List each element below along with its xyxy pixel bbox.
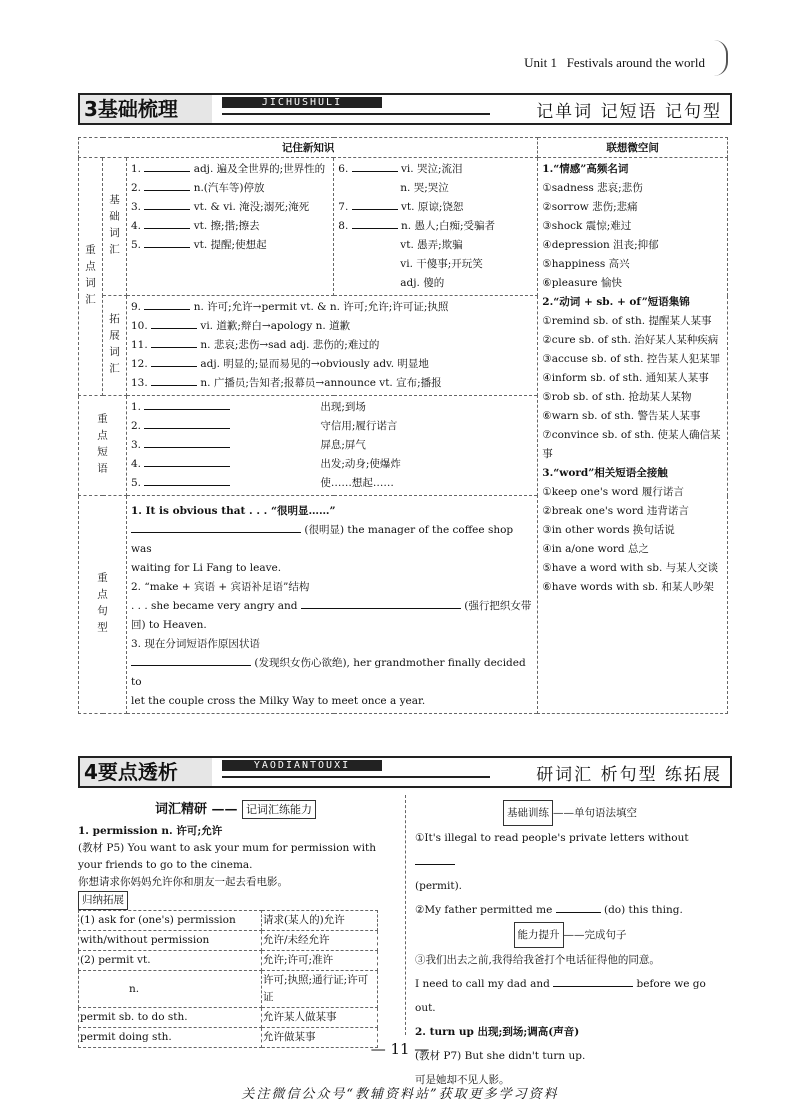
extended-words <box>127 296 538 396</box>
word-item: 10. vi. 道歉;辩白→apology n. 道歉 <box>131 320 351 332</box>
section3-title: 3基础梳理 <box>80 95 212 123</box>
answer-blank[interactable] <box>144 456 230 467</box>
answer-blank[interactable] <box>144 199 190 210</box>
word-item: adj. 傻的 <box>400 277 445 289</box>
ability-label: 能力提升 <box>514 922 564 948</box>
word-item: 8. n. 愚人;白痴;受骗者 <box>338 220 496 232</box>
section4-subtitle: 研词汇 析句型 练拓展 <box>536 765 722 785</box>
section3-banner <box>78 93 732 125</box>
key-phrases <box>127 396 538 496</box>
answer-blank[interactable] <box>144 475 230 486</box>
section3-subtitle: 记单词 记短语 记句型 <box>536 102 722 122</box>
group-basic-words: 基础词汇 <box>103 158 127 296</box>
word-item: 1. adj. 遍及全世界的;世界性的 <box>131 163 326 175</box>
col1-heading: 记住新知识 <box>79 138 538 158</box>
answer-blank[interactable] <box>556 902 601 913</box>
answer-blank[interactable] <box>144 418 230 429</box>
question-3-en: I need to call my dad and before we go out. <box>415 978 706 1014</box>
word-item: 6. vi. 哭泣;流泪 <box>338 163 463 175</box>
word-item: 4. vt. 擦;揩;擦去 <box>131 220 260 232</box>
word-item: 7. vt. 原谅;饶恕 <box>338 201 464 213</box>
summary-label: 归纳拓展 <box>78 891 128 910</box>
phrase-item: 2. 守信用;履行诺言 <box>131 420 398 432</box>
answer-blank[interactable] <box>144 437 230 448</box>
answer-blank[interactable] <box>553 976 633 987</box>
word-item: 2. n.(汽车等)停放 <box>131 182 265 194</box>
answer-blank[interactable] <box>151 356 197 367</box>
word-item: 13. n. 广播员;告知者;报幕员→announce vt. 宣布;播报 <box>131 377 442 389</box>
running-header <box>524 55 705 71</box>
vocab-heading: 词汇精研 —— 记词汇练能力 <box>78 800 393 819</box>
section4-pinyin: YAODIANTOUXI <box>222 760 382 771</box>
section4-title: 4要点透析 <box>80 758 212 786</box>
section3-rule <box>222 113 490 115</box>
word-item: n. 哭;哭泣 <box>400 182 449 194</box>
answer-blank[interactable] <box>415 854 455 865</box>
basic-training-label: 基础训练 <box>503 800 553 826</box>
question-1: ①It's illegal to read people's private letters without <box>415 826 725 874</box>
basic-words-right <box>334 158 538 296</box>
question-2: ②My father permitted me (do) this thing. <box>415 904 683 916</box>
answer-blank[interactable] <box>352 218 398 229</box>
answer-blank[interactable] <box>144 218 190 229</box>
example-turn-up: (教材 P7) But she didn't turn up. <box>415 1050 586 1062</box>
answer-blank[interactable] <box>144 237 190 248</box>
answer-blank[interactable] <box>131 522 301 533</box>
answer-blank[interactable] <box>131 655 251 666</box>
answer-blank[interactable] <box>144 180 190 191</box>
item-turn-up: 2. turn up 出现;到场;调高(声音) <box>415 1026 580 1038</box>
group-key-sentences: 重点句型 <box>79 496 127 714</box>
word-item: 11. n. 悲哀;悲伤→sad adj. 悲伤的;难过的 <box>131 339 380 351</box>
left-column <box>78 800 393 1048</box>
page-number: — 11 — <box>370 1040 430 1058</box>
key-sentences: 1. It is obvious that . . . “很明显……” (很明显) the manager of the coffee shop was waiting for Li Fang to leave. 2. “make + 宾语 + 宾语补足语”结构 . . . she became very angry and (强行把织女带 回) to Heaven. 3. 现在分词短语作原因状语 (发现织女伤心欲绝), her grandmother finally decided to let the couple cross the Milky Way to meet once a year. <box>127 496 538 714</box>
basic-words-left <box>127 158 334 296</box>
right-column: 基础训练 ——单句语法填空 ①It's illegal to read people's private letters without (permit). ②My father permitted me (do) this thing. 能力提升 ——完成句子 ③我们出去之前,我得给我爸打个电话征得他的同意。 I need to call my dad and before we go out. 2. turn up 出现;到场;调高(声音) (教材 P7) But she didn't turn up. 可是她却不见人影。 <box>415 800 725 1092</box>
group-key-phrases: 重点短语 <box>79 396 127 496</box>
phrase-item: 3. 屏息;屏气 <box>131 439 366 451</box>
answer-blank[interactable] <box>352 161 398 172</box>
example-permission-cn: 你想请求你妈妈允许你和朋友一起去看电影。 <box>78 876 288 888</box>
word-item: 5. vt. 提醒;使想起 <box>131 239 267 251</box>
header-curve-decoration <box>714 40 728 76</box>
column-divider <box>405 795 406 1035</box>
example-permission: (教材 P5) You want to ask your mum for permission with your friends to go to the cinema. <box>78 842 376 871</box>
section4-banner <box>78 756 732 788</box>
example-turn-up-cn: 可是她却不见人影。 <box>415 1074 510 1086</box>
word-item: 9. n. 许可;允许→permit vt. & n. 许可;允许;许可证;执照 <box>131 301 449 313</box>
item-permission: 1. permission n. 许可;允许 <box>78 825 223 837</box>
answer-blank[interactable] <box>151 318 197 329</box>
knowledge-table <box>78 137 728 714</box>
section4-rule <box>222 776 490 778</box>
word-item: vi. 干傻事;开玩笑 <box>400 258 483 270</box>
phrase-item: 1. 出现;到场 <box>131 401 366 413</box>
word-item: 12. adj. 明显的;显而易见的→obviously adv. 明显地 <box>131 358 429 370</box>
question-3: ③我们出去之前,我得给我爸打个电话征得他的同意。 <box>415 954 660 966</box>
association-panel: 1.“情感”高频名词 ①sadness 悲哀;悲伤 ②sorrow 悲伤;悲痛 ③shock 震惊;难过 ④depression 沮丧;抑郁 ⑤happiness 高兴 ⑥pleasure 愉快 2.“动词 + sb. + of”短语集锦 ①remind sb. of sth. 提醒某人某事 ②cure sb. of sth. 治好某人某种疾病 ③accuse sb. of sth. 控告某人犯某罪 ④inform sb. of sth. 通知某人某事 ⑤rob sb. of sth. 抢劫某人某物 ⑥warn sb. of sth. 警告某人某事 ⑦convince sb. of sth. 使某人确信某事 3.“word”相关短语全接触 ①keep one's word 履行诺言 ②break one's word 违背诺言 ③in other words 换句话说 ④in a/one word 总之 ⑤have a word with sb. 与某人交谈 ⑥have words with sb. 和某人吵架 <box>538 158 728 714</box>
answer-blank[interactable] <box>301 598 461 609</box>
group-extended-words: 拓展词汇 <box>103 296 127 396</box>
phrase-item: 5. 使……想起…… <box>131 477 394 489</box>
word-item: 3. vt. & vi. 淹没;溺死;淹死 <box>131 201 310 213</box>
phrase-item: 4. 出发;动身;使爆炸 <box>131 458 401 470</box>
answer-blank[interactable] <box>144 399 230 410</box>
unit-title: Festivals around the world <box>566 55 705 70</box>
word-item: vt. 愚弄;欺骗 <box>400 239 463 251</box>
footer-note: 关注微信公众号“教辅资料站”获取更多学习资料 <box>241 1087 559 1102</box>
summary-table: (1) ask for (one's) permission 请求(某人的)允许 with/without permission 允许/未经允许 (2) permit vt. 允许;许可;准许 n. 许可;执照;通行证;许可证 permit sb. to do sth. 允许某人做某事 permit doing sth. 允许做某事 <box>78 910 378 1048</box>
col2-heading: 联想微空间 <box>538 138 728 158</box>
answer-blank[interactable] <box>352 199 398 210</box>
answer-blank[interactable] <box>151 375 197 386</box>
answer-blank[interactable] <box>151 337 197 348</box>
section3-pinyin: JICHUSHULI <box>222 97 382 108</box>
answer-blank[interactable] <box>144 299 190 310</box>
answer-blank[interactable] <box>144 161 190 172</box>
unit-label: Unit 1 <box>524 55 557 70</box>
group-key-words: 重点词汇 <box>79 158 103 396</box>
